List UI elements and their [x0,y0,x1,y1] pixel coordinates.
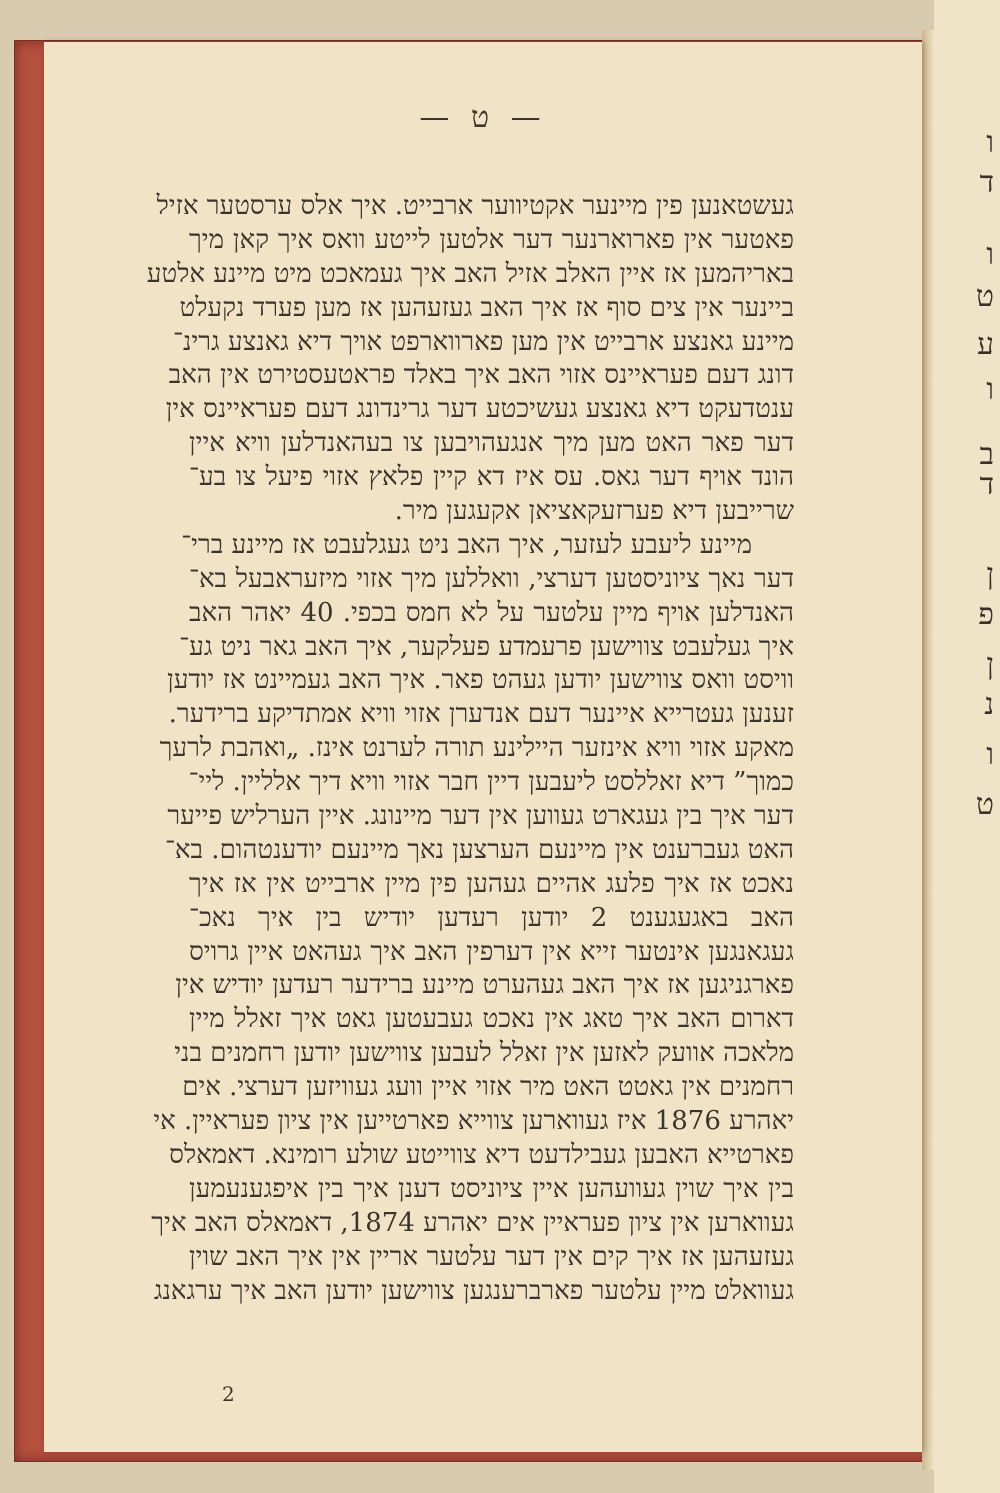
text-line: מיינע גאנצע ארבייט אין מען פארווארפט אויך דיא גאנצע גרינ־ [173,326,794,357]
text-line: פאטער אין פארוארנער דער אלטען לייטע וואס איך קאן מיך [189,224,794,255]
signature-mark: 2 [222,1382,235,1406]
text-line: דער פאר האט מען מיך אנגעהויבען צו בעהאנדלען וויא איין [189,428,794,459]
text-line: איך געלעבט צווישען פרעמדע פעלקער, איך האב גאר ניט גע־ [179,631,794,662]
adjacent-page-glyph: ו [986,237,994,272]
adjacent-page-glyph: ט [975,787,994,822]
text-line: ביינער אין צים סוף אז איך האב געזעהען אז מען פערד נקעלט [179,292,794,323]
adjacent-page-glyph: ד [979,467,994,502]
adjacent-page-glyph: נ [984,687,994,722]
text-line: דער נאך ציוניסטען דערצי, וואללען מיך אזוי מיזעראבעל בא־ [189,563,794,594]
text-line: האב באגעגענט 2 יודען רעדען יודיש בין איך נאכ־ [189,902,794,933]
text-line: פארטייא האבען געבילדעט דיא צווייטע שולע רומינא. דאמאלס [169,1139,794,1170]
text-line: שרייבען דיא פערזעקאציאן אקעגען מיר. [394,496,794,527]
text-line: פארגניגען אז איך האב געהערט מיינע ברידער רעדען יודיש אין [175,970,794,1001]
text-line: געוואלט מיין עלטער פארברענגען צווישען יודען האב איך ערגאנג [153,1275,794,1306]
adjacent-page [934,0,1000,1493]
adjacent-page-glyph: ע [977,327,994,362]
text-line: מאקע אזוי וויא אינזער היילינע תורה לערנט אינז. „ואהבת לרעך [159,733,794,764]
text-line: נאכט אז איך פלעג אהיים געהען פין מיין ארבייט אין אז איך [189,868,794,899]
page-gutter [922,30,934,1470]
text-line: כמוך” דיא זאללסט ליעבען דיין חבר אזוי וויא דיך אלליין. ליי־ [188,767,794,798]
text-line: מלאכה אוועק לאזען אין זאלל לעבען צווישען יודען רחמנים בני [174,1038,794,1069]
text-line: מיינע ליעבע לעזער, איך האב ניט געגלעבט אז מיינע ברי־ [181,529,752,560]
text-line: דער איך בין געגארט געווען אין דער מיינונג. איין הערליש פייער [167,801,794,832]
adjacent-page-glyph: ב [979,437,994,472]
page-header: — ט — [419,100,547,135]
page-text [146,190,795,1308]
text-line: בין איך שוין געוועהען איין ציוניסט דענן איך בין איפגענעמען [189,1173,794,1204]
adjacent-page-glyph: ד [979,165,994,200]
text-line: יאהרע 1876 איז געווארען צווייא פארטייען אין ציון פעראיין. אי [153,1106,794,1137]
text-line: געשטאנען פין מיינער אקטיווער ארבייט. איך אלס ערסטער אזיל [156,191,794,221]
text-line: רחמנים אין גאטט האט מיר אזוי איין וועג געוויזען דערצי. אים [182,1072,794,1103]
adjacent-page-glyph: ט [975,279,994,314]
text-line: וויסט וואס צווישען יודען געהט פאר. איך האב געמיינט אז יודען [167,665,794,696]
adjacent-page-glyph: ו [986,737,994,772]
adjacent-page-glyph: פ [978,597,994,632]
text-line: געווארען אין ציון פעראיין אים יאהרע 1874, דאמאלס האב איך [151,1207,794,1238]
text-line: האנדלען אויף מיין עלטער על לא חמס בכפי. 40 יאהר האב [189,597,795,628]
text-line: באריהמען אז איין האלב אזיל האב איך געמאכט מיט מיינע אלטע [146,258,794,289]
text-line: געזעהען אז איך קים אין דער עלטער אריין אין איך האב שוין [189,1241,794,1272]
text-line: הונד אויף דער גאס. עס איז דא קיין פלאץ אזוי פיעל צו בע־ [189,462,794,493]
text-line: ענטדעקט דיא גאנצע געשיכטע דער גרינדונג דעם פעראיינס אין [165,394,794,425]
adjacent-page-glyph: ן [986,647,994,682]
text-line: זענען געטרייא איינער דעם אנדערן אזוי וויא אמתדיקע ברידער. [168,699,794,730]
book-page [44,42,922,1452]
adjacent-page-glyph: ן [986,557,994,592]
adjacent-page-glyph: ו [986,125,994,160]
text-line: געגאנגען אינטער זייא אין דערפין האב איך געהאט איין גרויס [189,936,794,967]
text-line: דארום האב איך טאג אין נאכט געבעטען גאט איך זאלל מיין [189,1004,794,1035]
text-line: דונג דעם פעראיינס אזוי האב איך באלד פראטעסטירט אין האב [168,360,794,391]
text-line: האט געברענט אין מיינעם הערצען נאך מיינעם יודענטהום. בא־ [164,834,794,865]
adjacent-page-glyph: ו [986,372,994,407]
